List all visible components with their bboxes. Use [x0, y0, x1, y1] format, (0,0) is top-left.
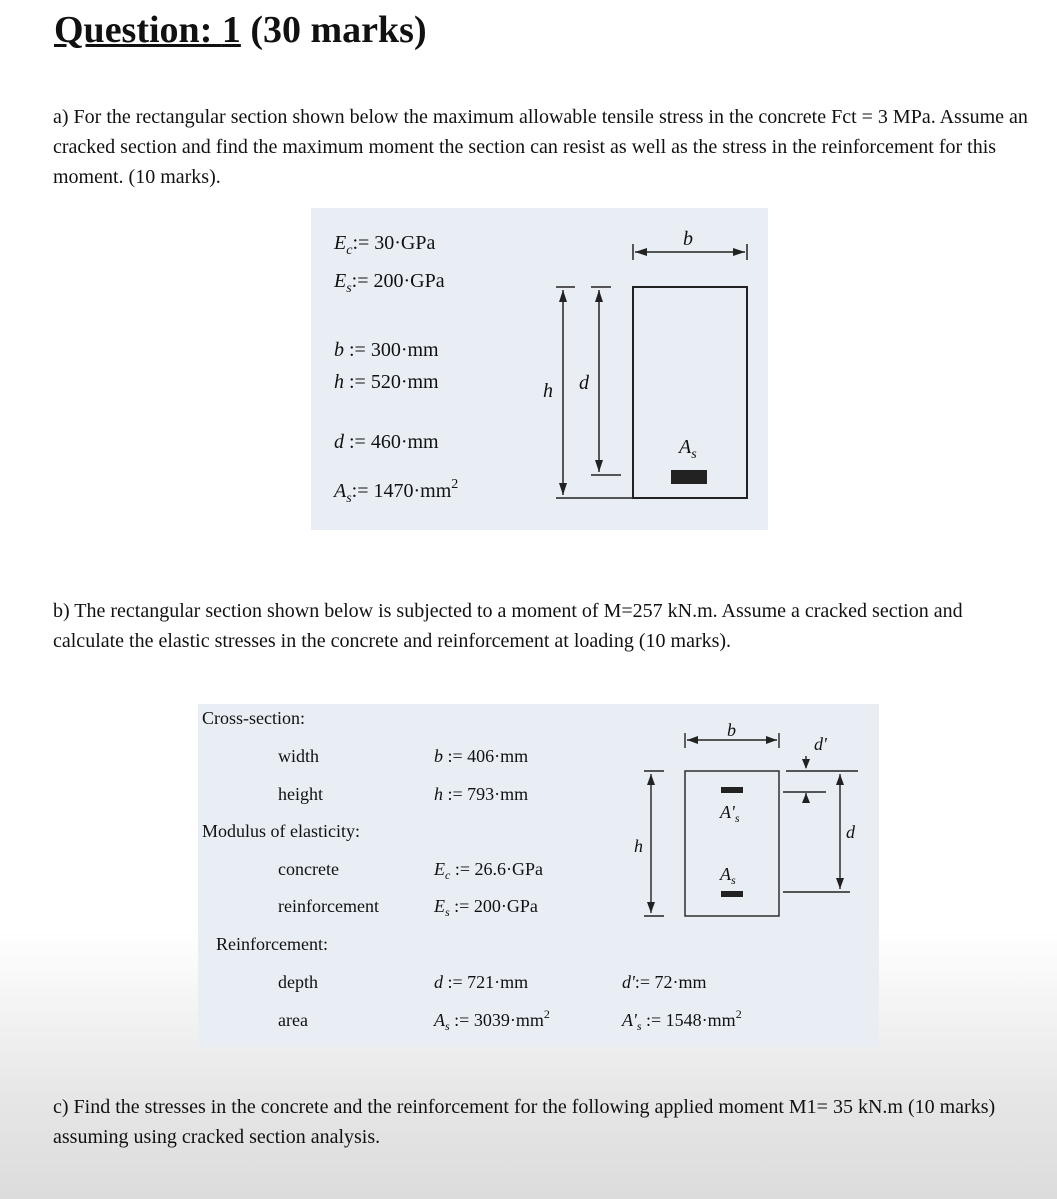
- d-definition: d := 460·mm: [334, 431, 439, 453]
- reinforcement-header: Reinforcement:: [216, 934, 328, 954]
- asprime-value: $A'_s$ := $1548\cdot mm^2$: [622, 1007, 742, 1033]
- diagram-d-label: d: [579, 372, 589, 394]
- part-a-figure: [311, 208, 768, 530]
- section-a-drawing: [311, 208, 768, 530]
- compression-steel-bar: [721, 787, 743, 793]
- question-title: Question: 1 (30 marks): [54, 9, 427, 51]
- d-value: d := 721·mm: [434, 972, 529, 992]
- section-b-drawing: [198, 704, 879, 1047]
- h-value: h := 793·mm: [434, 784, 529, 804]
- cross-section-label: Cross-section:: [202, 708, 305, 728]
- as-definition: $A_s:= 1470\cdot mm^2$: [334, 477, 459, 506]
- b-definition: b := 300·mm: [334, 339, 439, 361]
- diagram-b-dprime-label: d': [814, 734, 827, 754]
- ec-definition: $E_c:= 30\cdot GPa$: [334, 232, 436, 258]
- diagram-h-label: h: [543, 380, 553, 402]
- as-value: $A_s$ := $3039\cdot mm^2$: [434, 1007, 550, 1033]
- diagram-b-b-label: b: [727, 720, 736, 740]
- tension-steel-bar-b: [721, 891, 743, 897]
- modulus-label: Modulus of elasticity:: [202, 821, 360, 841]
- diagram-as-label: $A_s$: [679, 436, 697, 462]
- diagram-b-d-label: d: [846, 822, 855, 842]
- area-label: area: [278, 1010, 308, 1030]
- concrete-label: concrete: [278, 859, 339, 879]
- diagram-b-label: b: [683, 228, 693, 250]
- part-b-text: b) The rectangular section shown below is subjected to a moment of M=257 kN.m. Assume a cracked section and calculate the elastic stresses in the concrete and reinforcement at loading (10 marks).: [53, 600, 963, 652]
- es-definition: $E_s:= 200\cdot GPa$: [334, 270, 445, 296]
- es-value: $E_s$ := 200·GPa: [434, 896, 538, 919]
- reinforcement-label: reinforcement: [278, 896, 379, 916]
- ec-value: $E_c$ := 26.6·GPa: [434, 859, 543, 882]
- height-label: height: [278, 784, 323, 804]
- width-label: width: [278, 746, 320, 766]
- part-c-text: c) Find the stresses in the concrete and the reinforcement for the following applied moment M1= 35 kN.m (10 marks) assuming using cracked section analysis.: [53, 1096, 996, 1148]
- b-value: b := 406·mm: [434, 746, 529, 766]
- diagram-b-as-label: $A_s$: [720, 864, 736, 887]
- dprime-value: d':= 72·mm: [622, 972, 707, 992]
- h-definition: h := 520·mm: [334, 371, 439, 393]
- part-b-figure: [198, 704, 879, 1047]
- part-a-text: a) For the rectangular section shown below the maximum allowable tensile stress in the concrete Fct = 3 MPa. Assume an cracked section and find the maximum moment the section can resist as well as the stress in the reinforcement for this moment. (10 marks).: [53, 106, 1028, 188]
- diagram-b-asprime-label: $A'_s$: [720, 802, 740, 825]
- depth-label: depth: [278, 972, 318, 992]
- diagram-b-h-label: h: [634, 836, 643, 856]
- tension-steel-bar: [671, 470, 707, 484]
